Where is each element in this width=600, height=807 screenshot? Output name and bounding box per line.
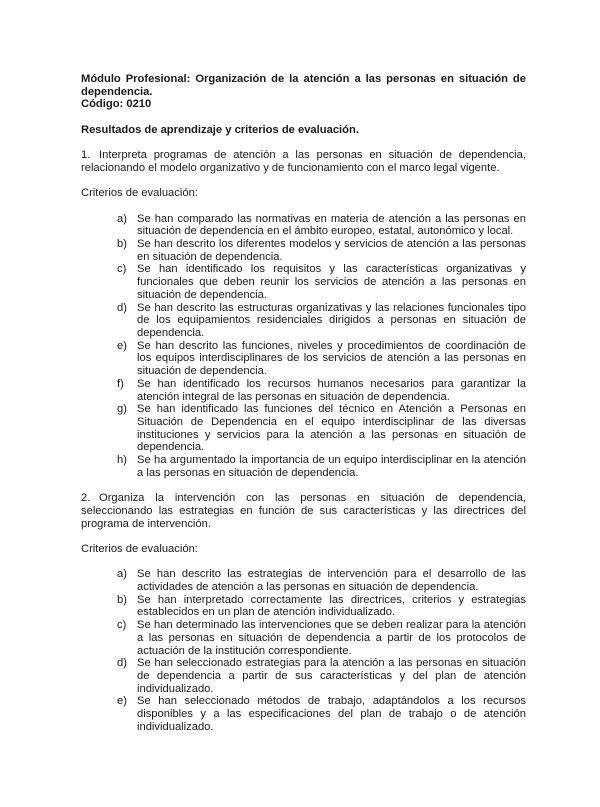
criteria-label: Criterios de evaluación: — [81, 187, 198, 200]
criterion-letter: g) — [117, 403, 127, 416]
result-text: Organiza la intervención con las personas en situación de dependencia, seleccionando las estrategias en función de sus características y las directrices del programa de intervención. — [81, 492, 526, 530]
criterion-text: Se han determinado las intervenciones que se deben realizar para la atención a las personas en situación de dependencia a partir de los protocolos de actuación de la institución correspondiente. — [137, 619, 526, 657]
criterion-item — [81, 594, 526, 619]
module-code: Código: 0210 — [81, 98, 152, 111]
criterion-letter: a) — [117, 568, 127, 581]
criterion-text: Se han seleccionado estrategias para la atención a las personas en situación de dependencia a partir de sus características y del plan de atención individualizado. — [137, 657, 526, 695]
result-text: Interpreta programas de atención a las personas en situación de dependencia, relacionando el modelo organizativo y de funcionamiento con el marco legal vigente. — [81, 149, 526, 174]
criteria-label: Criterios de evaluación: — [81, 542, 198, 555]
criterion-letter: a) — [117, 212, 127, 225]
criterion-letter: b) — [117, 593, 127, 606]
criterion-letter: e) — [117, 695, 127, 708]
criterion-item — [81, 263, 526, 301]
criterion-letter: h) — [117, 454, 127, 467]
document-page — [81, 73, 526, 733]
criterion-item — [81, 657, 526, 695]
criterion-text: Se han seleccionado métodos de trabajo, adaptándolos a los recursos disponibles y a las especificaciones del plan de trabajo o de atención individualizado. — [137, 695, 526, 733]
criterion-text: Se han identificado las funciones del técnico en Atención a Personas en Situación de Dependencia en el equipo interdisciplinar de las diversas instituciones y servicios para la atención a las personas en situación de dependencia. — [137, 403, 526, 454]
criterion-text: Se han descrito las estrategias de intervención para el desarrollo de las actividades de atención a las personas en situación de dependencia. — [137, 568, 526, 594]
criterion-text: Se han identificado los recursos humanos necesarios para garantizar la atención integral de las personas en situación de dependencia. — [137, 377, 526, 403]
criterion-letter: e) — [117, 339, 127, 352]
criterion-text: Se han comparado las normativas en materia de atención a las personas en situación de dependencia en el ámbito europeo, estatal, autonómico y local. — [137, 212, 526, 238]
criterion-letter: f) — [117, 377, 124, 390]
learning-result-1 — [81, 149, 526, 479]
section-title: Resultados de aprendizaje y criterios de evaluación. — [81, 123, 359, 136]
criterion-text: Se han interpretado correctamente las directrices, criterios y estrategias establecidos en un plan de atención individualizado. — [137, 593, 526, 619]
criterion-item — [81, 695, 526, 733]
criteria-list — [81, 568, 526, 733]
criterion-item — [81, 378, 526, 403]
criteria-list — [81, 213, 526, 480]
criterion-item — [81, 619, 526, 657]
module-title: Módulo Profesional: Organización de la atención a las personas en situación de dependencia. — [81, 73, 526, 98]
criterion-item — [81, 454, 526, 479]
learning-result-2 — [81, 492, 526, 733]
criterion-text: Se han descrito los diferentes modelos y servicios de atención a las personas en situación de dependencia. — [137, 238, 526, 263]
criterion-text: Se han descrito las funciones, niveles y procedimientos de coordinación de los equipos interdisciplinares de los servicios de atención a las personas en situación de dependencia. — [137, 339, 526, 378]
result-number: 1. — [81, 149, 91, 162]
criterion-text: Se han identificado los requisitos y las características organizativas y funcionales que deben reunir los servicios de atención a las personas en situación de dependencia. — [137, 263, 526, 301]
result-statement — [81, 492, 526, 530]
criterion-letter: d) — [117, 657, 127, 670]
criterion-item — [81, 302, 526, 340]
criterion-item — [81, 568, 526, 593]
criterion-letter: d) — [117, 301, 127, 314]
criterion-item — [81, 238, 526, 263]
criterion-text: Se ha argumentado la importancia de un equipo interdisciplinar en la atención a las personas en situación de dependencia. — [137, 454, 526, 479]
criterion-letter: c) — [117, 263, 127, 276]
criterion-item — [81, 213, 526, 238]
result-statement — [81, 149, 526, 174]
criterion-letter: c) — [117, 619, 127, 632]
result-number: 2. — [81, 492, 91, 505]
criterion-item — [81, 403, 526, 454]
criterion-item — [81, 340, 526, 378]
criterion-letter: b) — [117, 238, 127, 251]
criterion-text: Se han descrito las estructuras organizativas y las relaciones funcionales tipo de los equipamientos residenciales dirigidos a personas en situación de dependencia. — [137, 301, 526, 339]
